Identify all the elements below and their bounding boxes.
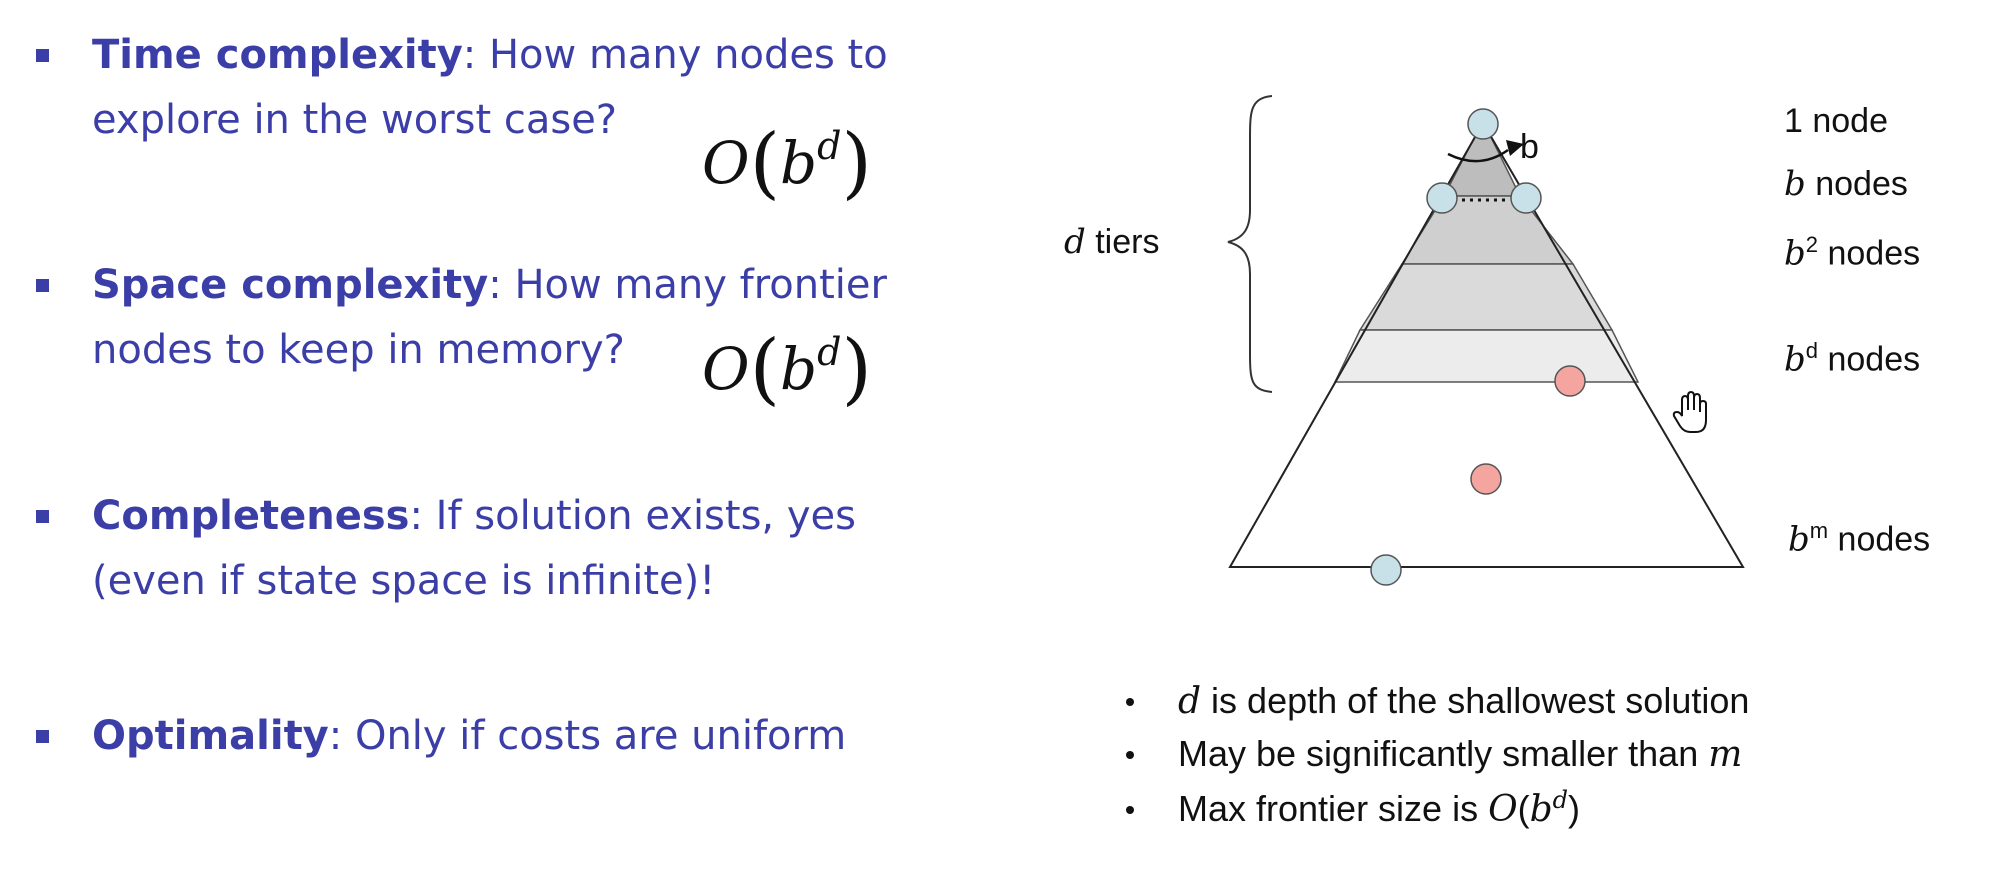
bullet-dot-icon [1126, 806, 1134, 814]
note-item [1126, 680, 1749, 722]
formula-o: O [702, 335, 750, 403]
property-title: Completeness [92, 493, 410, 539]
hand-cursor-icon [1674, 392, 1706, 432]
note-item [1126, 733, 1742, 775]
frontier-node [1555, 366, 1585, 396]
deep-node [1471, 464, 1501, 494]
root-node [1468, 109, 1498, 139]
level-label-2 [1784, 164, 1908, 204]
level-sup: m [1809, 518, 1829, 543]
bullet-dot-icon [1126, 698, 1134, 706]
level-text: 1 node [1784, 102, 1888, 140]
space-complexity-formula: $O(b^d)$ [702, 324, 872, 414]
time-complexity-formula: $O(b^d)$ [702, 118, 872, 208]
note-var: d [1178, 681, 1202, 722]
tiers-var: d [1064, 222, 1086, 262]
note-var: m [1708, 734, 1743, 775]
level-text: nodes [1828, 520, 1931, 559]
formula-exponent: d [817, 329, 842, 374]
level-sup: 2 [1805, 232, 1819, 257]
formula-base: b [780, 335, 818, 403]
child-node-left [1427, 183, 1457, 213]
leaf-node [1371, 555, 1401, 585]
level-text: nodes [1805, 165, 1908, 203]
level-label-4 [1784, 338, 1920, 379]
level-var: b [1784, 339, 1806, 380]
level-label-1 [1784, 102, 1888, 141]
level-var: b [1784, 233, 1806, 274]
tiers-label [1064, 222, 1159, 262]
level-label-5 [1788, 518, 1930, 559]
branch-label: b [1520, 128, 1539, 166]
level-text: nodes [1818, 234, 1921, 273]
formula-base: b [780, 129, 818, 197]
note-text: Max frontier size is [1178, 788, 1489, 829]
tiers-brace [1228, 96, 1272, 392]
tier-band-4 [1335, 330, 1638, 382]
property-text: (even if state space is infinite)! [92, 558, 716, 604]
formula-exponent: d [817, 123, 842, 168]
note-base: b [1529, 789, 1553, 830]
level-text: nodes [1818, 340, 1921, 379]
note-text: May be significantly smaller than [1178, 733, 1709, 774]
property-text: : How many frontier [488, 262, 887, 308]
level-sup: d [1805, 338, 1819, 363]
level-var: b [1788, 519, 1810, 560]
formula-o: O [702, 129, 750, 197]
bullet-dot-icon [1126, 751, 1134, 759]
property-text: : Only if costs are uniform [328, 713, 847, 759]
property-title: Optimality [92, 713, 329, 759]
child-node-right [1511, 183, 1541, 213]
property-text: : How many nodes to [462, 32, 888, 78]
property-title: Time complexity [92, 32, 463, 78]
property-text: nodes to keep in memory? [92, 327, 625, 373]
tier-band-2 [1402, 196, 1573, 264]
note-text: is depth of the shallowest solution [1201, 680, 1750, 721]
note-exp: d [1552, 786, 1569, 814]
property-title: Space complexity [92, 262, 489, 308]
level-label-3 [1784, 232, 1920, 273]
property-text: explore in the worst case? [92, 97, 618, 143]
note-item: Max frontier size is $O(b^d)$ [1126, 786, 1580, 830]
note-big-o: O [1488, 789, 1518, 830]
tiers-text: tiers [1085, 223, 1160, 261]
level-var: b [1784, 164, 1806, 204]
property-text: : If solution exists, yes [409, 493, 856, 539]
